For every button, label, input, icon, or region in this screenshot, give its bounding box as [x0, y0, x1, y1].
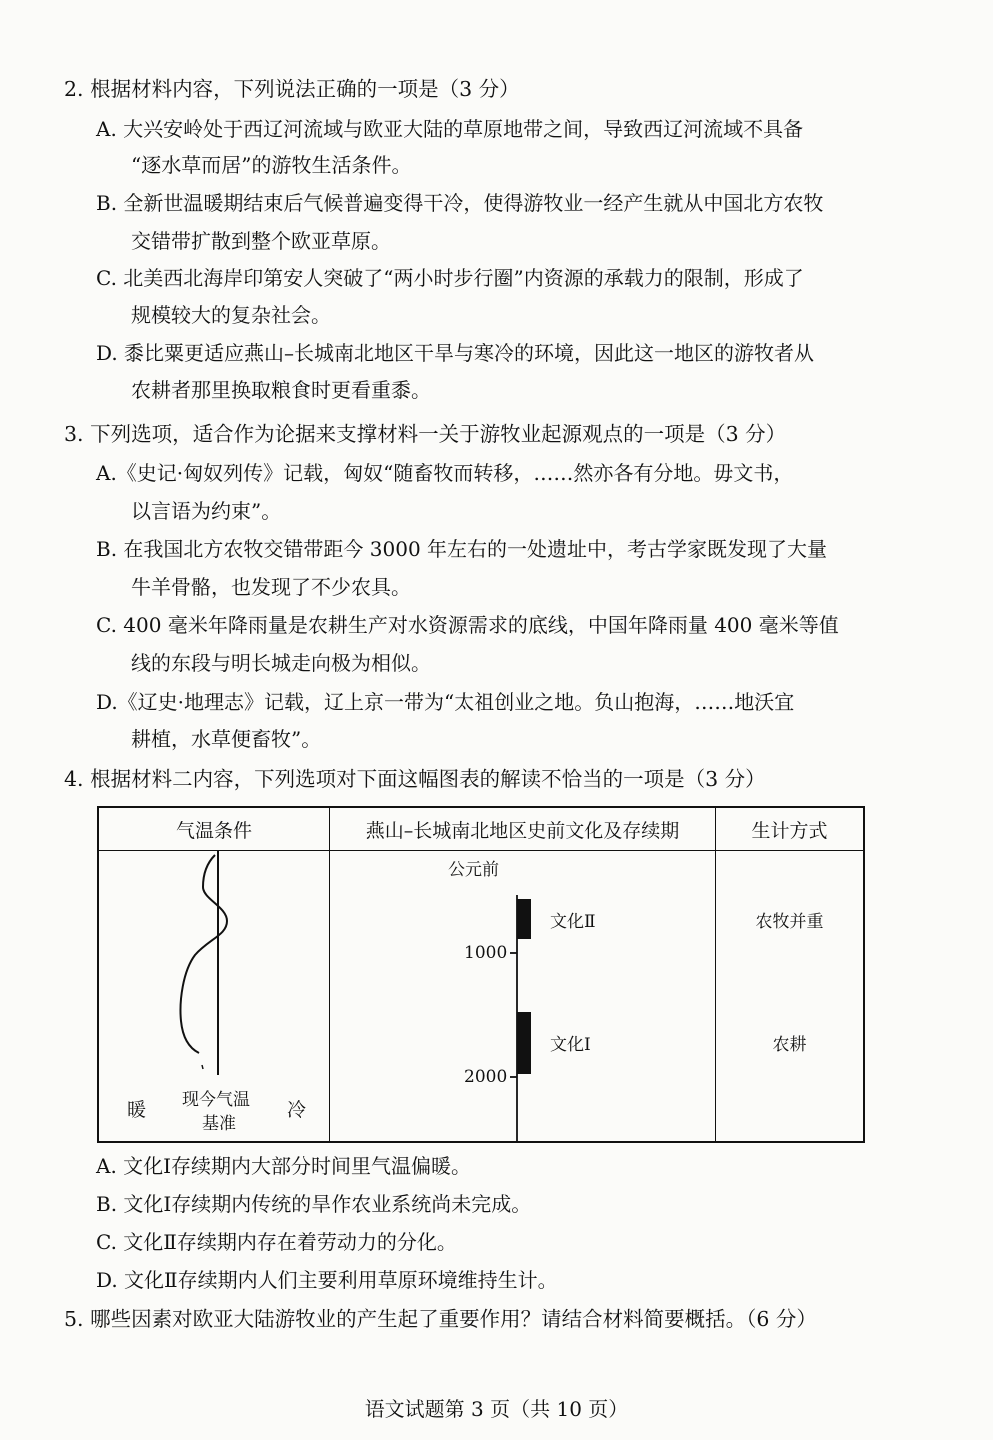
axis-title: 公元前 — [448, 860, 499, 880]
q3-option-b-cont: 牛羊骨骼，也发现了不少农具。 — [131, 575, 411, 599]
q3-option-d: D.《辽史·地理志》记载，辽上京一带为“太祖创业之地。负山抱海，……地沃宜 — [96, 690, 795, 714]
tick-2000-label: 2000 — [464, 1067, 508, 1087]
q3-option-a: A.《史记·匈奴列传》记载，匈奴“随畜牧而转移，……然亦各有分地。毋文书， — [96, 461, 794, 485]
culture-2-label: 文化Ⅱ — [550, 912, 596, 932]
warm-label: 暖 — [127, 1099, 147, 1121]
header-temperature: 气温条件 — [98, 807, 330, 851]
q4-stem: 4. 根据材料二内容，下列选项对下面这幅图表的解读不恰当的一项是（3 分） — [64, 767, 766, 791]
q2-option-d: D. 黍比粟更适应燕山–长城南北地区干旱与寒冷的环境，因此这一地区的游牧者从 — [96, 341, 815, 365]
q2-option-d-cont: 农耕者那里换取粮食时更看重黍。 — [131, 378, 431, 402]
tick-1000-label: 1000 — [464, 943, 508, 963]
header-culture: 燕山–长城南北地区史前文化及存续期 — [330, 807, 716, 851]
culture-2-bar — [517, 899, 531, 939]
q3-option-a-cont: 以言语为约束”。 — [131, 499, 282, 523]
q2-option-c-cont: 规模较大的复杂社会。 — [131, 303, 331, 327]
baseline-label-1: 现今气温 — [182, 1090, 250, 1110]
q3-option-d-cont: 耕植，水草便畜牧”。 — [131, 727, 322, 751]
page-footer: 语文试题第 3 页（共 10 页） — [364, 1397, 629, 1421]
q3-option-b: B. 在我国北方农牧交错带距今 3000 年左右的一处遗址中，考古学家既发现了大量 — [96, 537, 828, 561]
culture-cell — [330, 851, 716, 1143]
q4-option-c: C. 文化Ⅱ存续期内存在着劳动力的分化。 — [96, 1230, 457, 1254]
culture-chart-table — [97, 806, 865, 1143]
header-livelihood: 生计方式 — [716, 807, 865, 851]
livelihood-culture-2: 农牧并重 — [755, 912, 824, 932]
timeline-graphic — [330, 851, 715, 1141]
temperature-cell — [98, 851, 330, 1143]
cold-label: 冷 — [287, 1099, 307, 1121]
q3-option-c-cont: 线的东段与明长城走向极为相似。 — [131, 651, 431, 675]
q3-option-c: C. 400 毫米年降雨量是农耕生产对水资源需求的底线，中国年降雨量 400 毫米等值 — [96, 613, 839, 637]
q2-option-b: B. 全新世温暖期结束后气候普遍变得干冷，使得游牧业一经产生就从中国北方农牧 — [96, 191, 824, 215]
q5-stem: 5. 哪些因素对欧亚大陆游牧业的产生起了重要作用？请结合材料简要概括。（6 分） — [64, 1307, 817, 1331]
culture-1-bar — [517, 1012, 531, 1074]
livelihood-culture-1: 农耕 — [772, 1035, 807, 1055]
q2-option-a-cont: “逐水草而居”的游牧生活条件。 — [131, 153, 412, 177]
q4-option-a: A. 文化Ⅰ存续期内大部分时间里气温偏暖。 — [96, 1154, 472, 1178]
baseline-label-2: 基准 — [202, 1114, 236, 1134]
q4-option-d: D. 文化Ⅱ存续期内人们主要利用草原环境维持生计。 — [96, 1268, 558, 1292]
q2-option-b-cont: 交错带扩散到整个欧亚草原。 — [131, 229, 391, 253]
q2-option-c: C. 北美西北海岸印第安人突破了“两小时步行圈”内资源的承载力的限制，形成了 — [96, 266, 804, 290]
q4-option-b: B. 文化Ⅰ存续期内传统的旱作农业系统尚未完成。 — [96, 1192, 532, 1216]
q3-stem: 3. 下列选项，适合作为论据来支撑材料一关于游牧业起源观点的一项是（3 分） — [64, 422, 787, 446]
q2-stem: 2. 根据材料内容，下列说法正确的一项是（3 分） — [64, 77, 520, 101]
temperature-curve — [181, 855, 227, 1053]
livelihood-cell — [716, 851, 865, 1143]
culture-1-label: 文化Ⅰ — [550, 1035, 591, 1055]
q2-option-a: A. 大兴安岭处于西辽河流域与欧亚大陆的草原地带之间，导致西辽河流域不具备 — [96, 117, 804, 141]
